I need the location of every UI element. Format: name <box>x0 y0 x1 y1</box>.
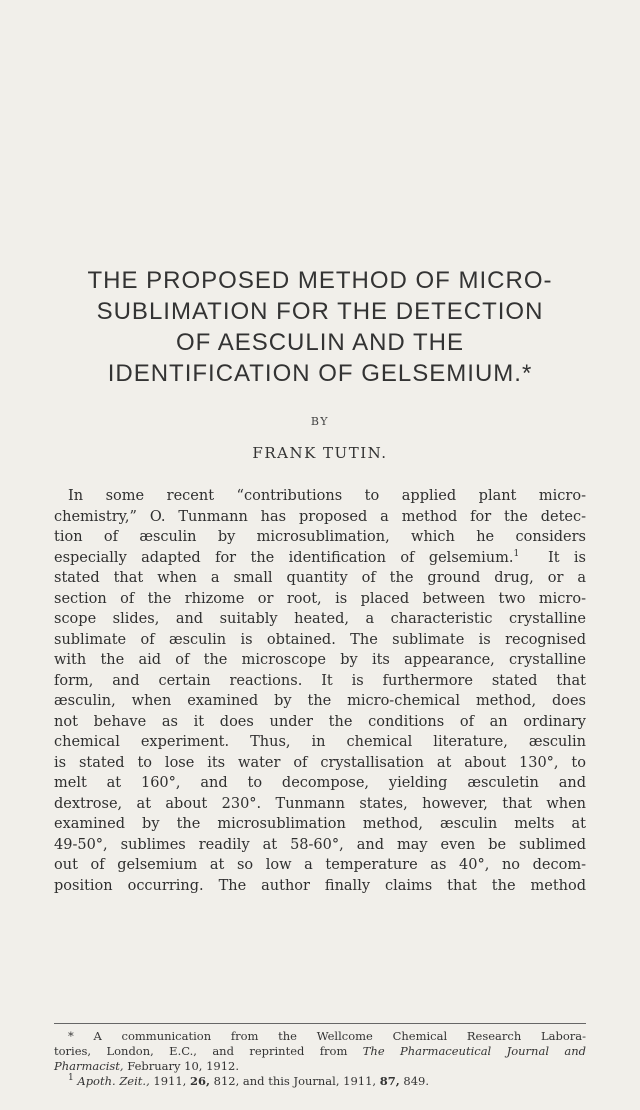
footnote-line: * A communication from the Wellcome Chemical Research Labora- <box>68 1029 586 1043</box>
text-line: In some recent “contributions to applied plant micro- <box>68 488 586 504</box>
text-segment: 849. <box>403 1074 430 1088</box>
footnote-line <box>54 1074 586 1089</box>
text-segment: 812, and this Journal, 1911, <box>213 1074 377 1088</box>
footnotes <box>54 1029 586 1089</box>
text-line: with the aid of the microscope by its appearance, crystalline <box>54 652 586 668</box>
text-line: is stated to lose its water of crystallisation at about 130°, to <box>54 754 586 771</box>
text-line: 49-50°, sublimes readily at 58-60°, and may even be sublimed <box>54 836 586 853</box>
footnote-marker: 1 <box>513 548 520 559</box>
footnote-marker: 1 <box>68 1073 74 1084</box>
text-line: not behave as it does under the conditions of an ordinary <box>54 713 586 730</box>
text-line: form, and certain reactions. It is furthermore stated that <box>54 672 586 689</box>
title-line: SUBLIMATION FOR THE DETECTION <box>96 298 544 325</box>
volume-number: 26, <box>189 1074 210 1088</box>
author-name: FRANK TUTIN. <box>252 444 388 462</box>
text-line: position occurring. The author finally claims that the method <box>54 877 586 894</box>
text-line: out of gelsemium at so low a temperature as 40°, no decom- <box>54 857 586 873</box>
footnote-divider <box>54 1023 586 1024</box>
body-paragraph <box>54 486 586 896</box>
text-line: stated that when a small quantity of the ground drug, or a <box>54 570 586 586</box>
footnote-line <box>54 1044 586 1059</box>
text-segment: February 10, 1912. <box>127 1059 240 1073</box>
text-line: æsculin, when examined by the micro-chemical method, does <box>54 693 586 709</box>
text-segment: tories, London, E.C., and reprinted from <box>54 1044 348 1058</box>
text-line: chemical experiment. Thus, in chemical literature, æsculin <box>54 734 586 750</box>
text-line: chemistry,” O. Tunmann has proposed a method for the detec- <box>54 508 586 525</box>
article-title <box>22 265 618 389</box>
text-line: section of the rhizome or root, is placed between two micro- <box>54 590 586 607</box>
title-line: IDENTIFICATION OF GELSEMIUM.* <box>107 360 533 387</box>
byline: BY <box>310 415 330 428</box>
volume-number: 87, <box>379 1074 400 1088</box>
text-line: scope slides, and suitably heated, a characteristic crystalline <box>54 611 586 627</box>
text-line-with-footnote <box>54 548 586 569</box>
footnote-line <box>54 1059 586 1074</box>
journal-name: Pharmacist, <box>54 1059 124 1073</box>
title-line: OF AESCULIN AND THE <box>176 329 464 356</box>
text-line: sublimate of æsculin is obtained. The sublimate is recognised <box>54 631 586 648</box>
text-line: dextrose, at about 230°. Tunmann states, however, that when <box>54 795 586 812</box>
text-line: examined by the microsublimation method, æsculin melts at <box>54 816 586 832</box>
title-line: THE PROPOSED METHOD OF MICRO- <box>87 267 553 294</box>
text-segment: It is <box>547 549 586 566</box>
text-line: melt at 160°, and to decompose, yielding æsculetin and <box>54 775 586 791</box>
journal-name: Apoth. Zeit., <box>77 1074 150 1088</box>
text-segment: especially adapted for the identification of gelsemium. <box>54 549 514 566</box>
text-line: tion of æsculin by microsublimation, which he considers <box>54 529 586 545</box>
text-segment: 1911, <box>153 1074 187 1088</box>
journal-name: The Pharmaceutical Journal and <box>362 1044 587 1058</box>
